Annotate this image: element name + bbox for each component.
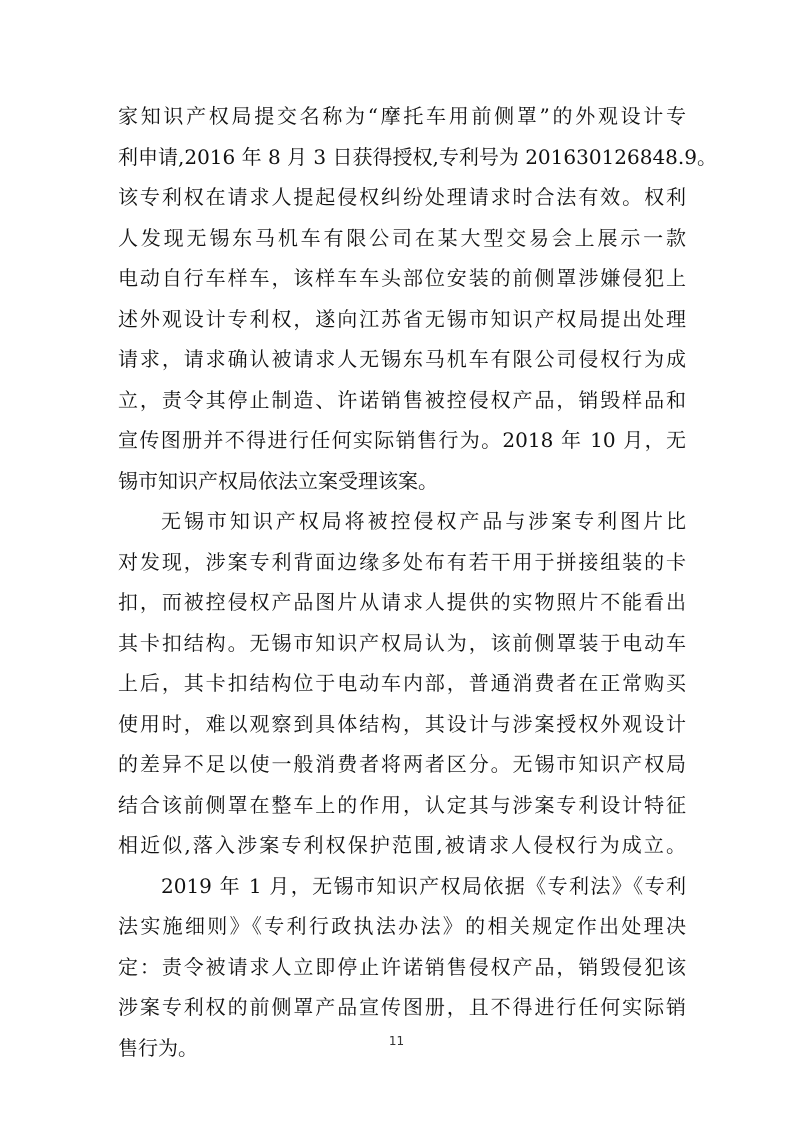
text-line: 立，责令其停止制造、许诺销售被控侵权产品，销毁样品和	[118, 387, 686, 412]
text-line: 其卡扣结构。无锡市知识产权局认为，该前侧罩装于电动车	[118, 630, 686, 655]
text-line: 定：责令被请求人立即停止许诺销售侵权产品，销毁侵犯该	[118, 954, 686, 979]
text-line: 宣传图册并不得进行任何实际销售行为。2018 年 10 月，无	[118, 428, 686, 452]
text-line: 涉案专利权的前侧罩产品宣传图册，且不得进行任何实际销	[118, 995, 686, 1019]
text-line: 相近似,落入涉案专利权保护范围,被请求人侵权行为成立。	[118, 833, 686, 857]
text-line: 售行为。	[118, 1035, 198, 1060]
text-line: 2019 年 1 月，无锡市知识产权局依据《专利法》《专利	[161, 873, 686, 898]
text-line: 述外观设计专利权，遂向江苏省无锡市知识产权局提出处理	[118, 306, 686, 331]
text-line: 无锡市知识产权局将被控侵权产品与涉案专利图片比	[161, 509, 686, 533]
text-line: 结合该前侧罩在整车上的作用，认定其与涉案专利设计特征	[118, 792, 686, 817]
text-line: 家知识产权局提交名称为“摩托车用前侧罩”的外观设计专	[118, 104, 686, 128]
text-line: 电动自行车样车，该样车车头部位安装的前侧罩涉嫌侵犯上	[118, 266, 686, 290]
body-text	[118, 96, 717, 1068]
text-line: 使用时，难以观察到具体结构，其设计与涉案授权外观设计	[118, 711, 686, 736]
text-line: 利申请,2016 年 8 月 3 日获得授权,专利号为 201630126848.9。	[118, 144, 717, 169]
text-line: 锡市知识产权局依法立案受理该案。	[118, 468, 438, 493]
paragraph-1	[118, 96, 717, 501]
page-number: 11	[388, 1034, 405, 1048]
text-line: 人发现无锡东马机车有限公司在某大型交易会上展示一款	[118, 225, 686, 250]
text-line: 的差异不足以使一般消费者将两者区分。无锡市知识产权局	[118, 752, 686, 776]
text-line: 扣，而被控侵权产品图片从请求人提供的实物照片不能看出	[118, 590, 686, 614]
text-line: 对发现，涉案专利背面边缘多处布有若干用于拼接组装的卡	[118, 549, 686, 574]
text-line: 上后，其卡扣结构位于电动车内部，普通消费者在正常购买	[118, 671, 686, 695]
paragraph-2	[118, 501, 686, 866]
text-line: 该专利权在请求人提起侵权纠纷处理请求时合法有效。权利	[118, 185, 686, 209]
text-line: 法实施细则》《专利行政执法办法》的相关规定作出处理决	[118, 914, 686, 938]
text-line: 请求，请求确认被请求人无锡东马机车有限公司侵权行为成	[118, 347, 686, 371]
